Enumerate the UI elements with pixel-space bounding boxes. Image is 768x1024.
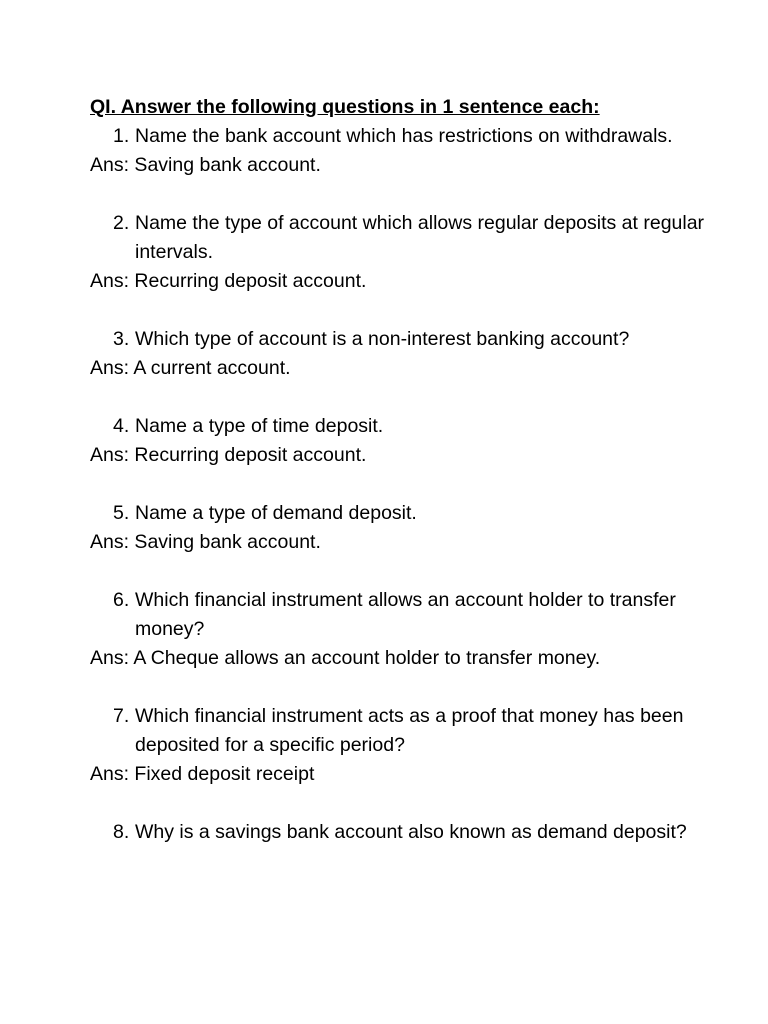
question-text: Which financial instrument acts as a proof that money has been deposited for a specific period? — [135, 705, 684, 756]
qa-item — [90, 702, 710, 789]
question — [90, 818, 710, 847]
question-number: 7. — [113, 705, 130, 727]
question-number: 1. — [113, 125, 130, 147]
qa-item — [90, 586, 710, 673]
question-number: 5. — [113, 502, 130, 524]
question — [90, 499, 710, 528]
question-number: 8. — [113, 821, 130, 843]
question-text: Name the type of account which allows regular deposits at regular intervals. — [135, 212, 705, 263]
question-text: Why is a savings bank account also known as demand deposit? — [135, 821, 687, 843]
qa-item — [90, 122, 710, 180]
qa-item — [90, 325, 710, 383]
answer: Ans: Recurring deposit account. — [90, 270, 367, 292]
question-text: Which type of account is a non-interest banking account? — [135, 328, 630, 350]
answer: Ans: Saving bank account. — [90, 531, 321, 553]
question-number: 3. — [113, 328, 130, 350]
qa-item — [90, 499, 710, 557]
qa-item — [90, 209, 710, 296]
question — [90, 122, 710, 151]
question-number: 2. — [113, 212, 130, 234]
answer: Ans: Recurring deposit account. — [90, 444, 367, 466]
question-text: Name the bank account which has restrictions on withdrawals. — [135, 125, 673, 147]
question-text: Which financial instrument allows an account holder to transfer money? — [135, 589, 676, 640]
question-text: Name a type of time deposit. — [135, 415, 384, 437]
question — [90, 209, 710, 267]
question-number: 4. — [113, 415, 130, 437]
question — [90, 325, 710, 354]
answer: Ans: A current account. — [90, 357, 291, 379]
answer: Ans: Fixed deposit receipt — [90, 763, 315, 785]
document-content — [90, 93, 710, 876]
question — [90, 702, 710, 760]
qa-item — [90, 818, 710, 847]
question-number: 6. — [113, 589, 130, 611]
section-heading: QI. Answer the following questions in 1 sentence each: — [90, 96, 600, 118]
answer: Ans: Saving bank account. — [90, 154, 321, 176]
question — [90, 412, 710, 441]
question-text: Name a type of demand deposit. — [135, 502, 417, 524]
answer: Ans: A Cheque allows an account holder to transfer money. — [90, 647, 601, 669]
question — [90, 586, 710, 644]
qa-item — [90, 412, 710, 470]
